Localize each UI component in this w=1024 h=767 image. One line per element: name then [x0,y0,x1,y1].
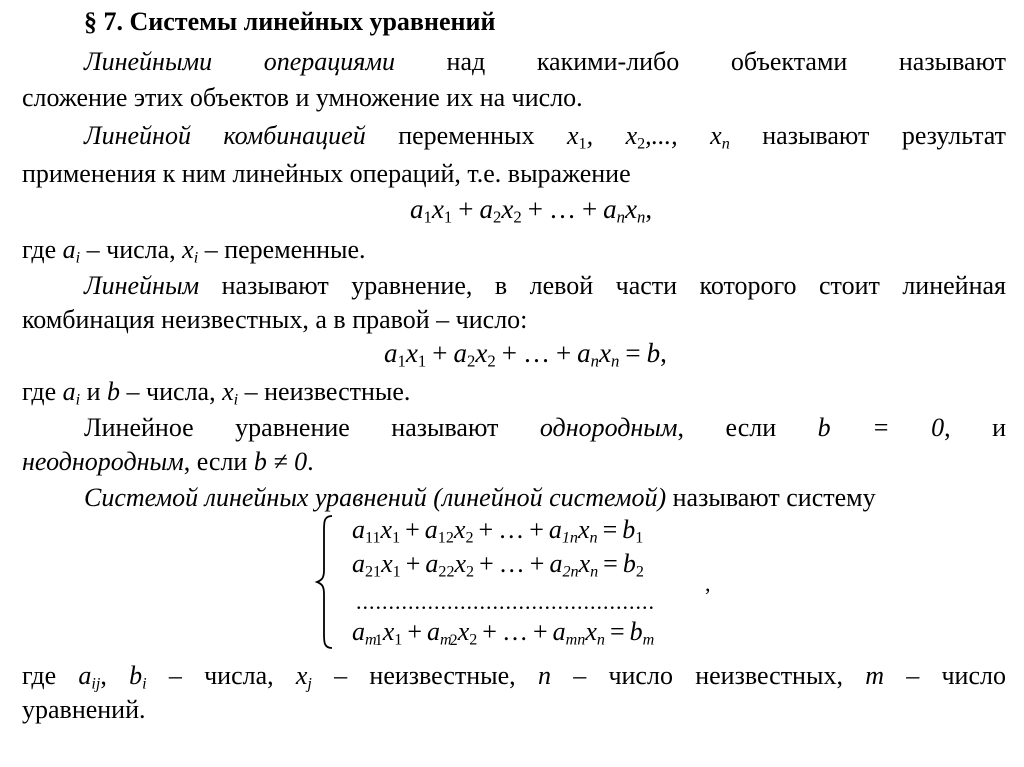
system-dots: .............................................. [356,589,655,614]
term-inhomogeneous: неоднородным [22,447,184,476]
p5-where-line-2: уравнений. [22,695,146,724]
paragraph-3-line-2: комбинация неизвестных, а в правой – число: [22,305,528,334]
p3-where: где $a_i$ и b – числа, $x_i$ – неизвестные. [22,377,411,409]
p4-text-b: если [725,413,777,442]
system-eq-2: $a_{21}x_1 + a_{22}x_2$ + … + $a_{2n}x_n = b_2$ [352,549,644,581]
cond-homogeneous: b = 0 [817,413,945,442]
p3-text-a: называют уравнение, в левой части которого стоит линейная [221,271,1006,300]
variables-list: $x_1$, $x_2$,..., $x_n$ [566,121,730,153]
p4-text-c: и [992,413,1007,442]
paragraph-1-line-1 [22,46,1006,77]
paragraph-2-line-2: применения к ним линейных операций, т.е. выражение [22,159,631,188]
paragraph-2-line-1 [22,120,1006,151]
p2-text-a: переменных [398,121,535,150]
p4-text-d: если [196,447,248,476]
term-linear-operations: Линейными операциями [84,47,395,76]
p5-text-a: называют систему [672,483,876,512]
p1-text-a: над какими-либо объектами называют [446,47,1007,76]
p4-text-a: Линейное уравнение называют [84,413,499,442]
cond-inhomogeneous: b ≠ 0 [253,447,308,476]
p5-where-line-1: где $a_{ij}$, $b_i$ – числа, $x_j$ – неизвестные, n – число неизвестных, m – число [22,661,1006,693]
paragraph-4-line-2: неоднородным, если b ≠ 0. [22,447,314,476]
paragraph-5-line-1 [84,482,876,513]
formula-linear-equation: $a_1x_1 + a_2x_2$ + … + $a_nx_n = b$, [384,338,667,371]
formula-linear-combination: $a_1x_1 + a_2x_2$ + … + $a_nx_n$, [410,194,653,227]
paragraph-4-line-1: Линейное уравнение называют однородным, если b = 0, и [84,413,1007,442]
term-linear-combination: Линейной комбинацией [84,121,366,150]
paragraph-3-line-1 [22,270,1006,301]
system-eq-1: $a_{11}x_1 + a_{12}x_2$ + … + $a_{1n}x_n = b_1$ [352,515,644,547]
p2-where: где $a_i$ – числа, $x_i$ – переменные. [22,235,366,267]
system-brace [314,514,336,650]
term-linear: Линейным [84,271,200,300]
term-homogeneous: однородным [539,413,678,442]
section-heading: § 7. Системы линейных уравнений [84,7,496,36]
system-eq-m: $a_{m1}x_1 + a_{m2}x_2$ + … + $a_{mn}x_n = b_m$ [352,617,655,649]
acc-vars [0,0,1,1]
term-linear-system: Системой линейных уравнений (линейной системой) [84,483,667,512]
system-comma: , [705,571,711,596]
p2-text-b: называют результат [762,121,1007,150]
paragraph-1-line-2: сложение этих объектов и умножение их на число. [22,83,583,112]
